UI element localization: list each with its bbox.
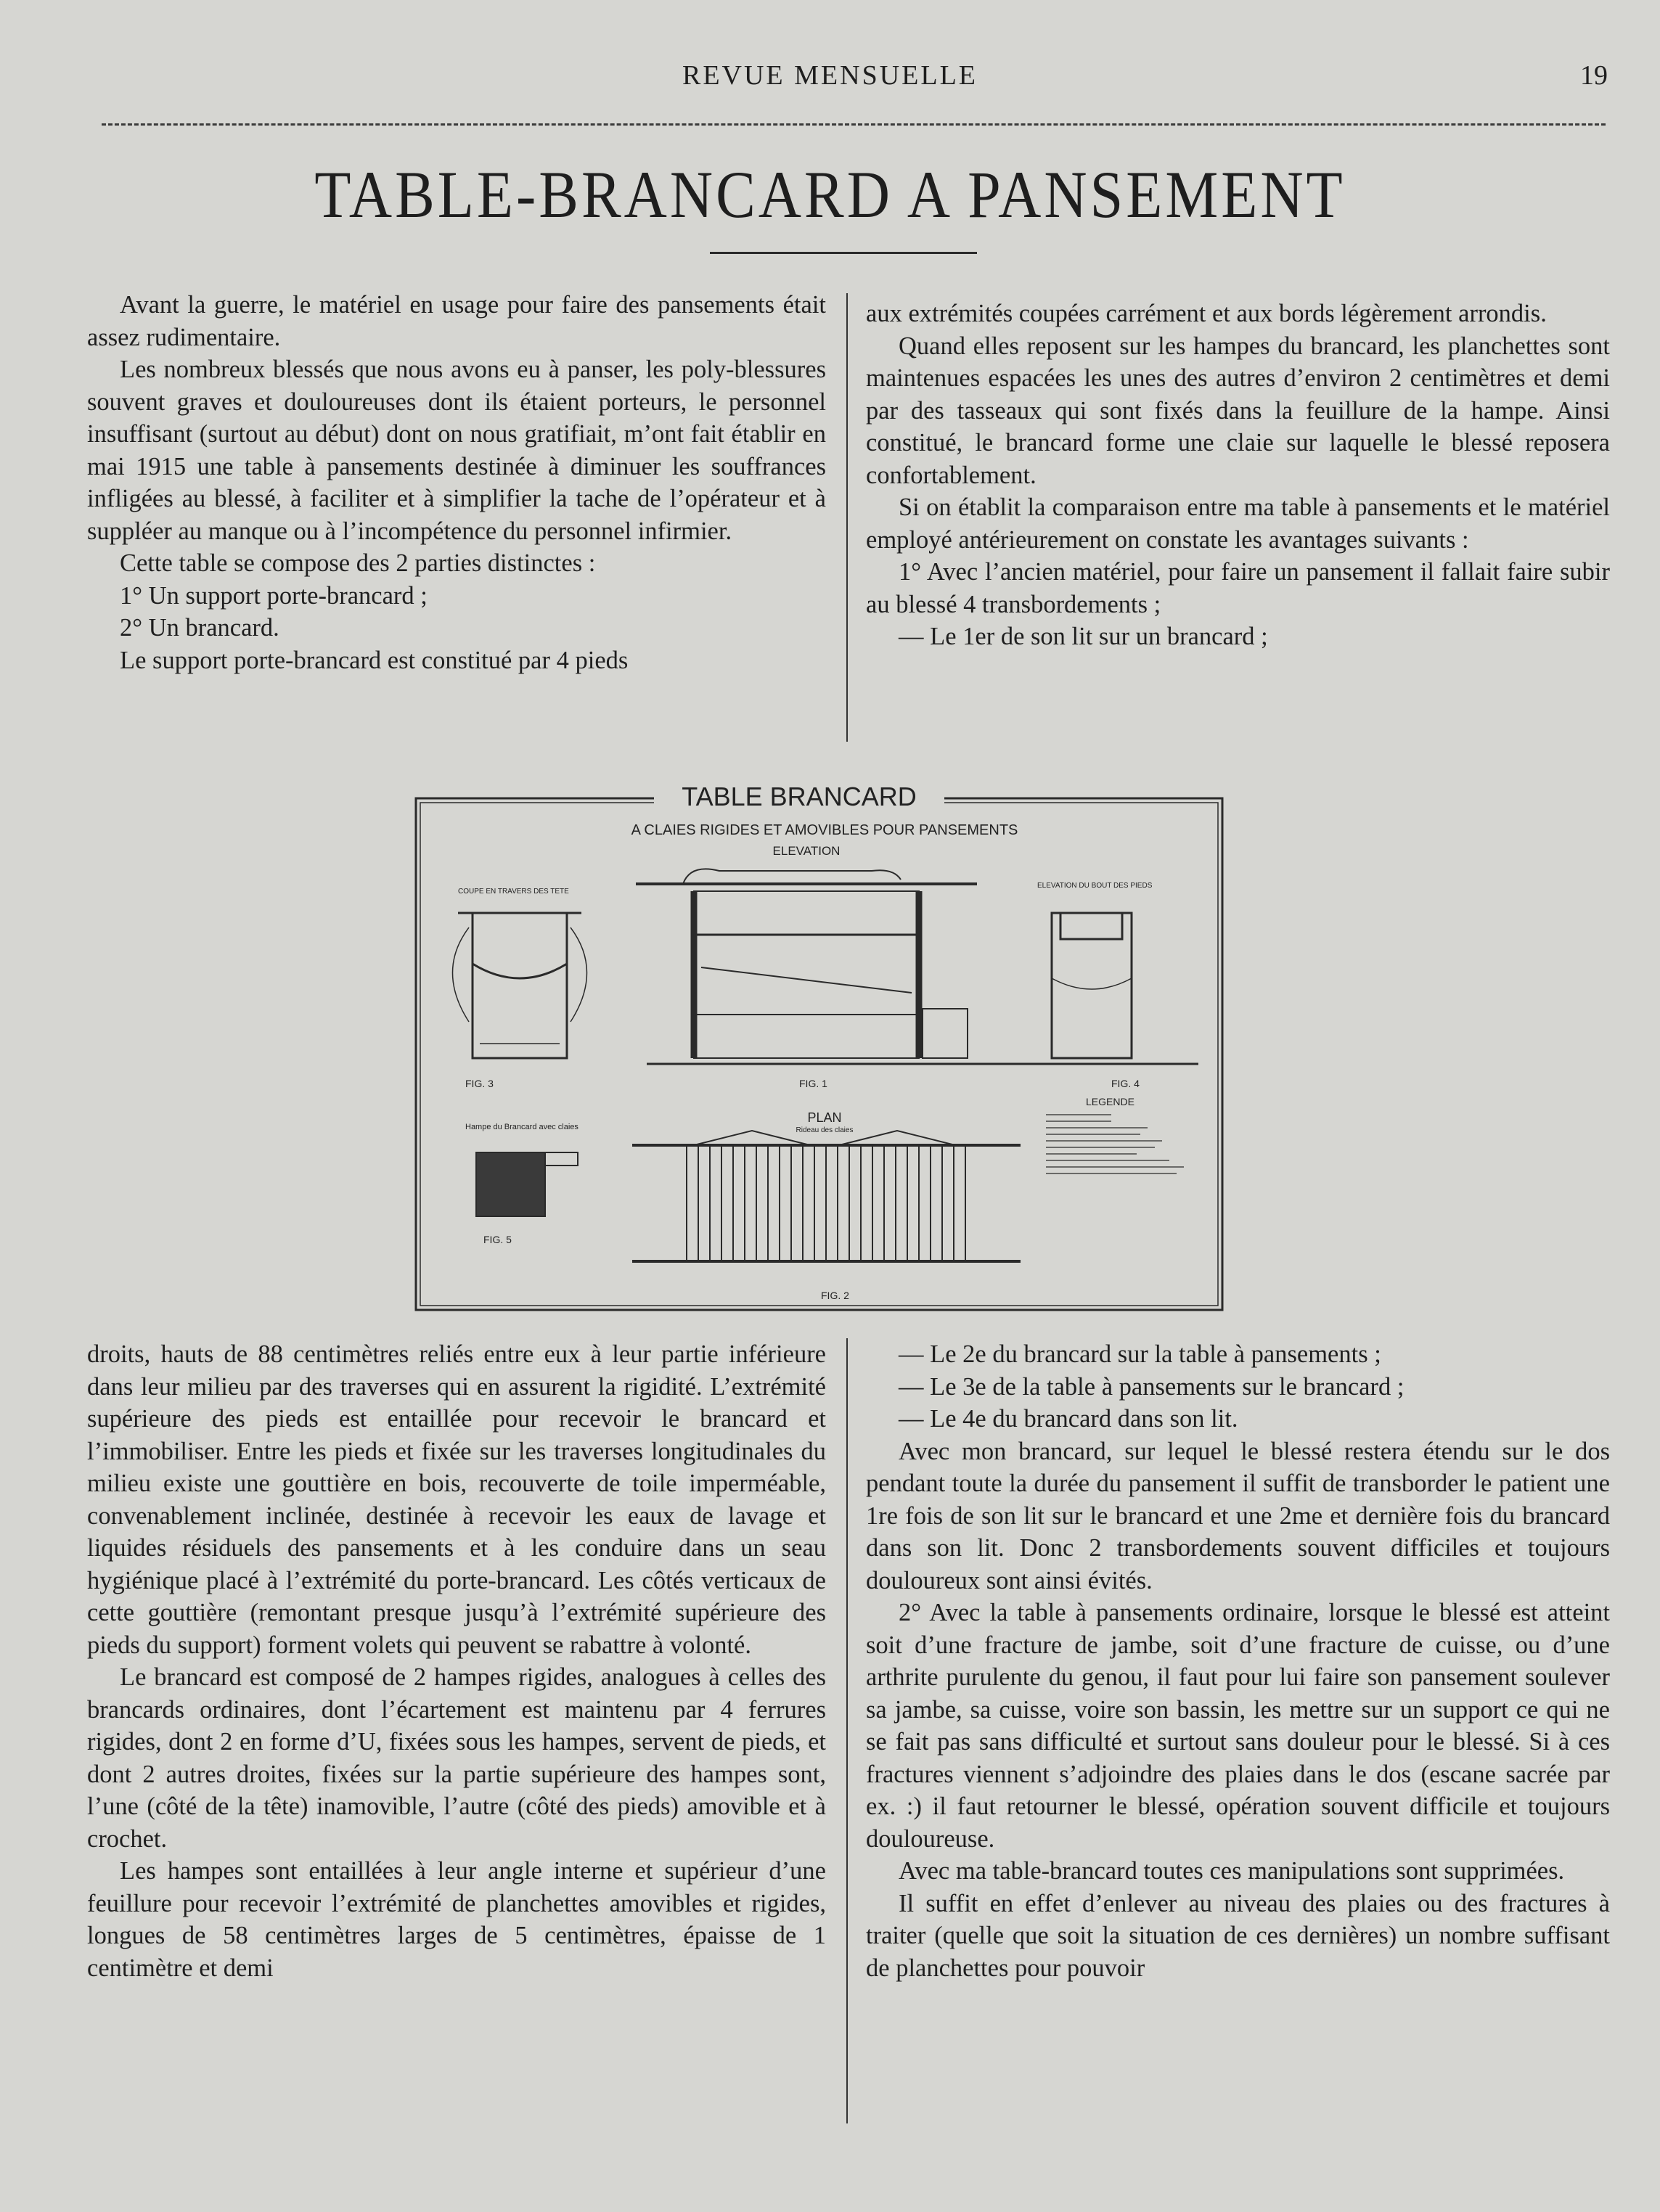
paragraph: Le brancard est composé de 2 hampes rigides, analogues à celles des brancards ordinaires, dont l’écartement est maintenu par 4 ferrures rigides, dont 2 en forme d’U, fixées sous les hampes, servent de pieds, et dont 2 autres droites, fixées sur la partie supérieure des hampes sont, l’une (côté de la tête) inamovible, l’autre (côté des pieds) amovible et à crochet.: [87, 1663, 826, 1853]
elevation-label: ELEVATION: [772, 844, 841, 858]
paragraph: — Le 1er de son lit sur un brancard ;: [899, 623, 1268, 650]
hampe-label: Hampe du Brancard avec claies: [465, 1123, 578, 1131]
column-divider-bottom: [846, 1338, 848, 2123]
elevation-bout-label: ELEVATION DU BOUT DES PIEDS: [1037, 882, 1153, 890]
page-number: 19: [1580, 60, 1608, 91]
coupe-label: COUPE EN TRAVERS DES TETE: [458, 888, 569, 896]
paragraph: Quand elles reposent sur les hampes du brancard, les planchettes sont maintenues espacées les unes des autres d’environ 2 centimètres et demi par des tasseaux qui sont fixés dans la feuillure de la hampe. Ainsi constitué, le brancard forme une claie sur laquelle le blessé reposera confortablement.: [866, 332, 1610, 489]
plan-sublabel: Rideau des claies: [796, 1126, 854, 1134]
column-bottom-right: [866, 1338, 1610, 1984]
paragraph: 2° Avec la table à pansements ordinaire, lorsque le blessé est atteint soit d’une fracture de jambe, soit d’une fracture de cuisse, ou d’une arthrite purulente du genou, il faut pour lui faire son pansement soulever sa jambe, sa cuisse, voire son bassin, les mettre sur un support ce qui ne se fait pas sans difficulté et surtout sans douleur pour le blessé. Si à ces fractures viennent s’adjoindre des plaies dans le dos (escane sacrée par ex. :) il faut retourner le blessé, opération souvent difficile et toujours douloureuse.: [866, 1599, 1610, 1853]
paragraph: — Le 4e du brancard dans son lit.: [899, 1405, 1238, 1433]
paragraph: — Le 2e du brancard sur la table à pansements ;: [899, 1340, 1381, 1368]
legend-lines: [1046, 1115, 1184, 1173]
fig5-caption: FIG. 5: [483, 1234, 512, 1245]
title-rule: [710, 252, 977, 254]
fig3-caption: FIG. 3: [465, 1078, 494, 1089]
article-title: TABLE-BRANCARD A PANSEMENT: [314, 157, 1346, 232]
technical-drawing: [414, 782, 1224, 1312]
fig3-cross-section: [453, 913, 587, 1058]
header-rule: [102, 123, 1606, 126]
column-top-left: [87, 289, 826, 676]
figure-subtitle: A CLAIES RIGIDES ET AMOVIBLES POUR PANSEMENTS: [631, 822, 1018, 838]
plan-label: PLAN: [807, 1110, 842, 1125]
column-top-right: [866, 298, 1610, 653]
paragraph: Le support porte-brancard est constitué par 4 pieds: [120, 646, 629, 674]
figure-title: TABLE BRANCARD: [682, 782, 917, 811]
paragraph: Avec ma table-brancard toutes ces manipulations sont supprimées.: [899, 1857, 1565, 1885]
paragraph: 2° Un brancard.: [120, 614, 279, 642]
paragraph: Il suffit en effet d’enlever au niveau des plaies ou des fractures à traiter (quelle que soit la situation de ces dernières) un nombre suffisant de planchettes pour pouvoir: [866, 1889, 1610, 1982]
fig2-caption: FIG. 2: [821, 1290, 849, 1301]
column-divider-top: [846, 293, 848, 742]
running-head: REVUE MENSUELLE: [682, 60, 978, 91]
paragraph: Les nombreux blessés que nous avons eu à panser, les poly-blessures souvent graves et douloureuses dont ils étaient porteurs, le personnel insuffisant (surtout au début) dont on nous gratifiait, m’ont fait établir en mai 1915 une table à pansements destinée à diminuer les souffrances infligées au blessé, à faciliter et à simplifier la tache de l’opérateur et à suppléer au manque ou à l’incompétence du personnel infirmier.: [87, 356, 826, 545]
paragraph: 1° Avec l’ancien matériel, pour faire un pansement il fallait faire subir au blessé 4 transbordements ;: [866, 558, 1610, 618]
fig4-caption: FIG. 4: [1111, 1078, 1140, 1089]
paragraph: aux extrémités coupées carrément et aux bords légèrement arrondis.: [866, 300, 1547, 327]
paragraph: Avant la guerre, le matériel en usage pour faire des pansements était assez rudimentaire.: [87, 291, 826, 351]
fig2-plan: [632, 1131, 1021, 1261]
fig4-end-elevation: [1052, 913, 1132, 1058]
fig1-elevation: [636, 869, 1198, 1064]
paragraph: Cette table se compose des 2 parties distinctes :: [120, 549, 596, 577]
fig1-caption: FIG. 1: [799, 1078, 827, 1089]
paragraph: 1° Un support porte-brancard ;: [120, 581, 428, 610]
legend-title: LEGENDE: [1086, 1096, 1134, 1107]
paragraph: Avec mon brancard, sur lequel le blessé restera étendu sur le dos pendant toute la durée du pansement il suffit de transborder le patient une 1re fois de son lit sur le brancard et une 2me et dernière fois du brancard dans son lit. Donc 2 transbordements souvent difficiles et toujours douloureux sont ainsi évités.: [866, 1437, 1610, 1594]
paragraph: Si on établit la comparaison entre ma table à pansements et le matériel employé antérieurement on constate les avantages suivants :: [866, 493, 1610, 554]
paragraph: droits, hauts de 88 centimètres reliés entre eux à leur partie inférieure dans leur milieu par des traverses qui en assurent la rigidité. L’extrémité supérieure des pieds est entaillée pour recevoir le brancard et l’immobiliser. Entre les pieds et fixée sur les traverses longitudinales du milieu existe une gouttière en bois, recouverte de toile imperméable, convenablement inclinée, destinée à recevoir les eaux de lavage et liquides résiduels des pansements et à les conduire dans un seau hygiénique placé à l’extrémité du porte-brancard. Les côtés verticaux de cette gouttière (remontant presque jusqu’à l’extrémité supérieure des pieds du support) forment volets qui peuvent se rabattre à volonté.: [87, 1340, 826, 1659]
column-bottom-left: [87, 1338, 826, 1984]
paragraph: — Le 3e de la table à pansements sur le brancard ;: [899, 1372, 1405, 1401]
fig5-hampe-section: [476, 1152, 578, 1216]
paragraph: Les hampes sont entaillées à leur angle interne et supérieur d’une feuillure pour recevoir l’extrémité de planchettes amovibles et rigides, longues de 58 centimètres larges de 5 centimètres, épaisse de 1 centimètre et demi: [87, 1857, 826, 1982]
